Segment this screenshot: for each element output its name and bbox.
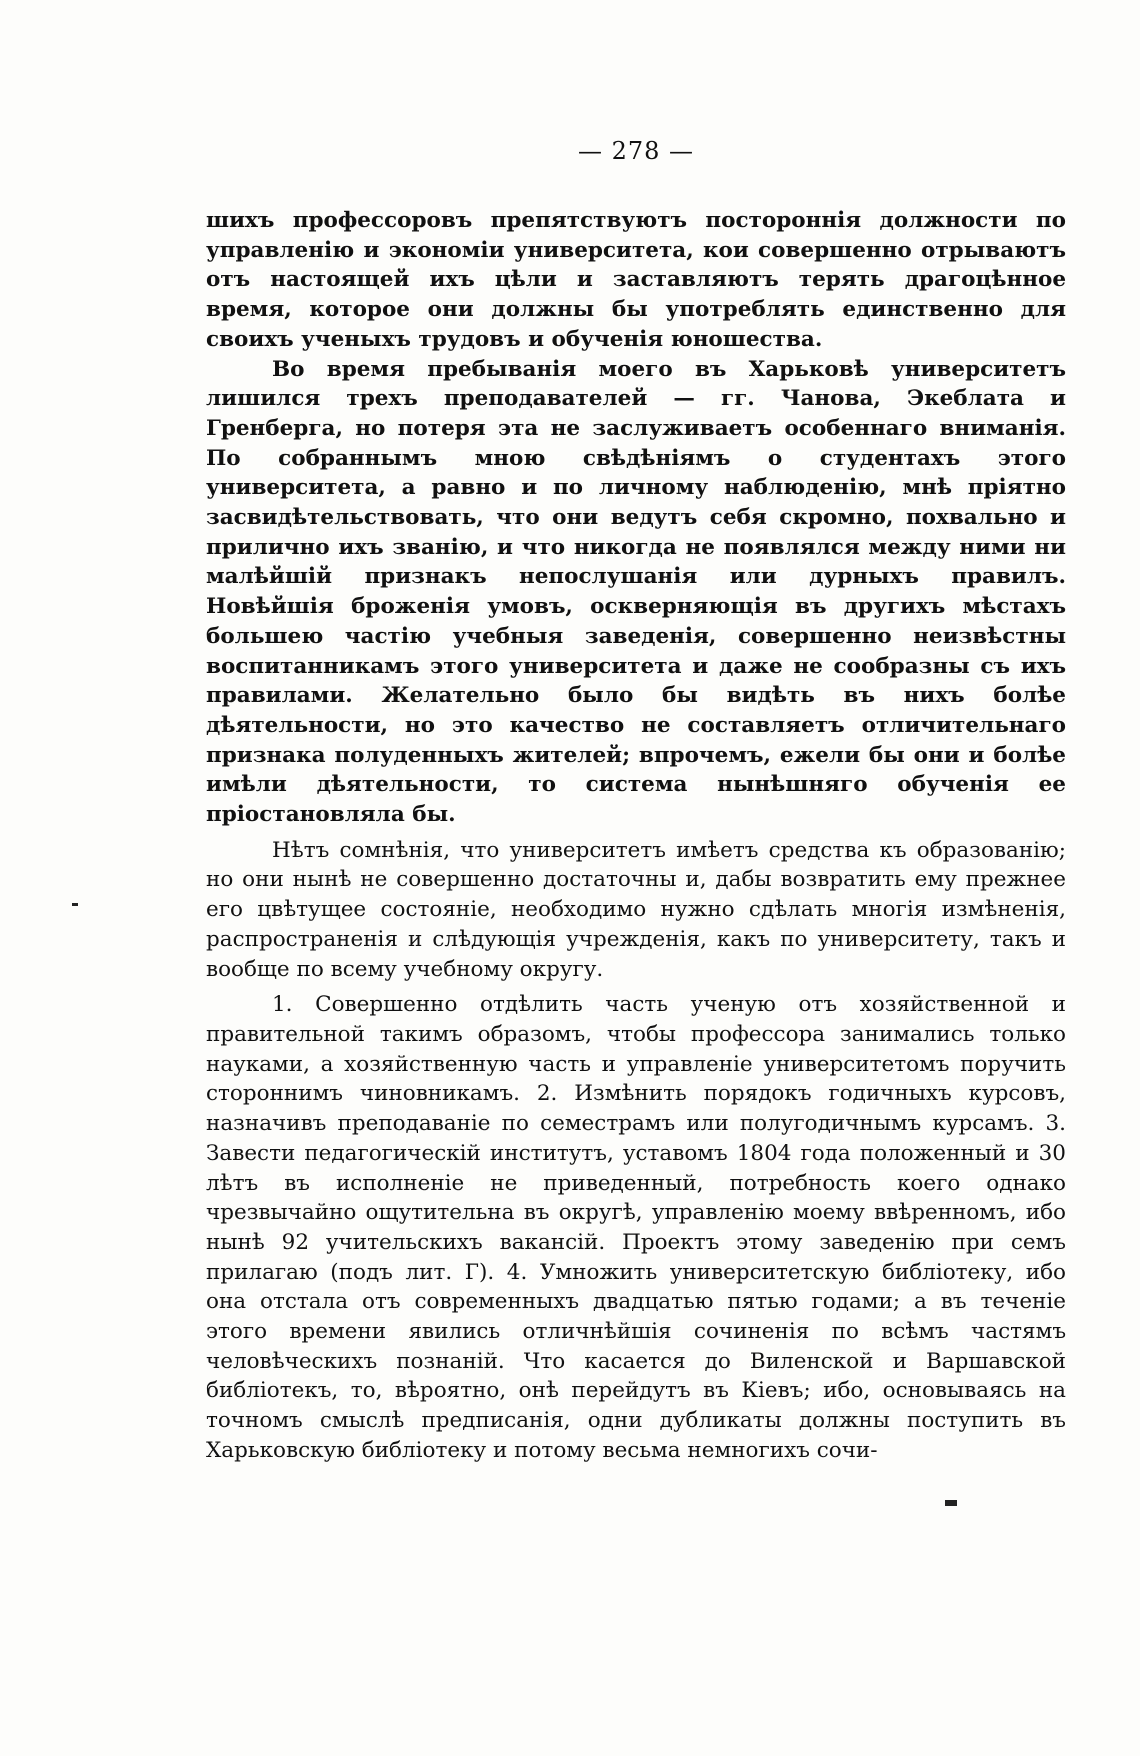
scan-speck: [72, 903, 78, 906]
paragraph-university-means: Нѣтъ сомнѣнія, что университетъ имѣетъ средства къ образованію; но они нынѣ не совершенно достаточны и, дабы возвратить ему прежнее его цвѣтущее состояніе, необходимо нужно сдѣлать многія измѣненія, распространенія и слѣдующія учрежденія, какъ по университету, такъ и вообще по всему учебному округу.: [206, 837, 1066, 982]
paragraph-continuation: шихъ профессоровъ препятствуютъ постороннія должности по управленію и экономіи университета, кои совершенно отрываютъ отъ настоящей ихъ цѣли и заставляютъ терять драгоцѣнное время, которое они должны бы употреблять единственно для своихъ ученыхъ трудовъ и обученія юношества.: [206, 208, 1066, 352]
page-number: — 278 —: [577, 137, 695, 165]
paragraph-kharkov-university: Во время пребыванія моего въ Харьковѣ университетъ лишился трехъ преподавателей — гг. Чанова, Экеблата и Гренберга, но потеря эта не заслуживаетъ особеннаго вниманія. По собраннымъ мною свѣдѣніямъ о студентахъ этого университета, а равно и по личному наблюденію, мнѣ пріятно засвидѣтельствовать, что они ведутъ себя скромно, похвально и прилично ихъ званію, и что никогда не появлялся между ними ни малѣйшій признакъ непослушанія или дурныхъ правилъ. Новѣйшія броженія умовъ, оскверняющія въ другихъ мѣстахъ большею частію учебныя заведенія, совершенно неизвѣстны воспитанникамъ этого университета и даже не сообразны съ ихъ правилами. Желательно было бы видѣть въ нихъ болѣе дѣятельности, но это качество не составляетъ отличительнаго признака полуденныхъ жителей; впрочемъ, ежели бы они и болѣе имѣли дѣятельности, то система нынѣшняго обученія ее пріостановляла бы.: [206, 356, 1066, 828]
paragraph-proposals: 1. Совершенно отдѣлить часть ученую отъ хозяйственной и правительной такимъ образомъ, чтобы профессора занимались только науками, а хозяйственную часть и управленіе университетомъ поручить стороннимъ чиновникамъ. 2. Измѣнить порядокъ годичныхъ курсовъ, назначивъ преподаваніе по семестрамъ или полугодичнымъ курсамъ. 3. Завести педагогическій институтъ, уставомъ 1804 года положенный и 30 лѣтъ въ исполненіе не приведенный, потребность коего однако чрезвычайно ощутительна въ округѣ, управленію моему ввѣренномъ, ибо нынѣ 92 учительскихъ вакансій. Проектъ этому заведенію при семъ прилагаю (подъ лит. Г). 4. Умножить университетскую библіотеку, ибо она отстала отъ современныхъ двадцатью пятью годами; а въ теченіе этого времени явились отличнѣйшія сочиненія по всѣмъ частямъ человѣческихъ познаній. Что касается до Виленской и Варшавской библіотекъ, то, вѣроятно, онѣ перейдутъ въ Кіевъ; ибо, основываясь на точномъ смыслѣ предписанія, одни дубликаты должны поступить въ Харьковскую библіотеку и потому весьма немногихъ сочи-: [206, 992, 1066, 1463]
document-page: [206, 136, 1066, 1736]
scan-speck: [945, 1500, 957, 1506]
